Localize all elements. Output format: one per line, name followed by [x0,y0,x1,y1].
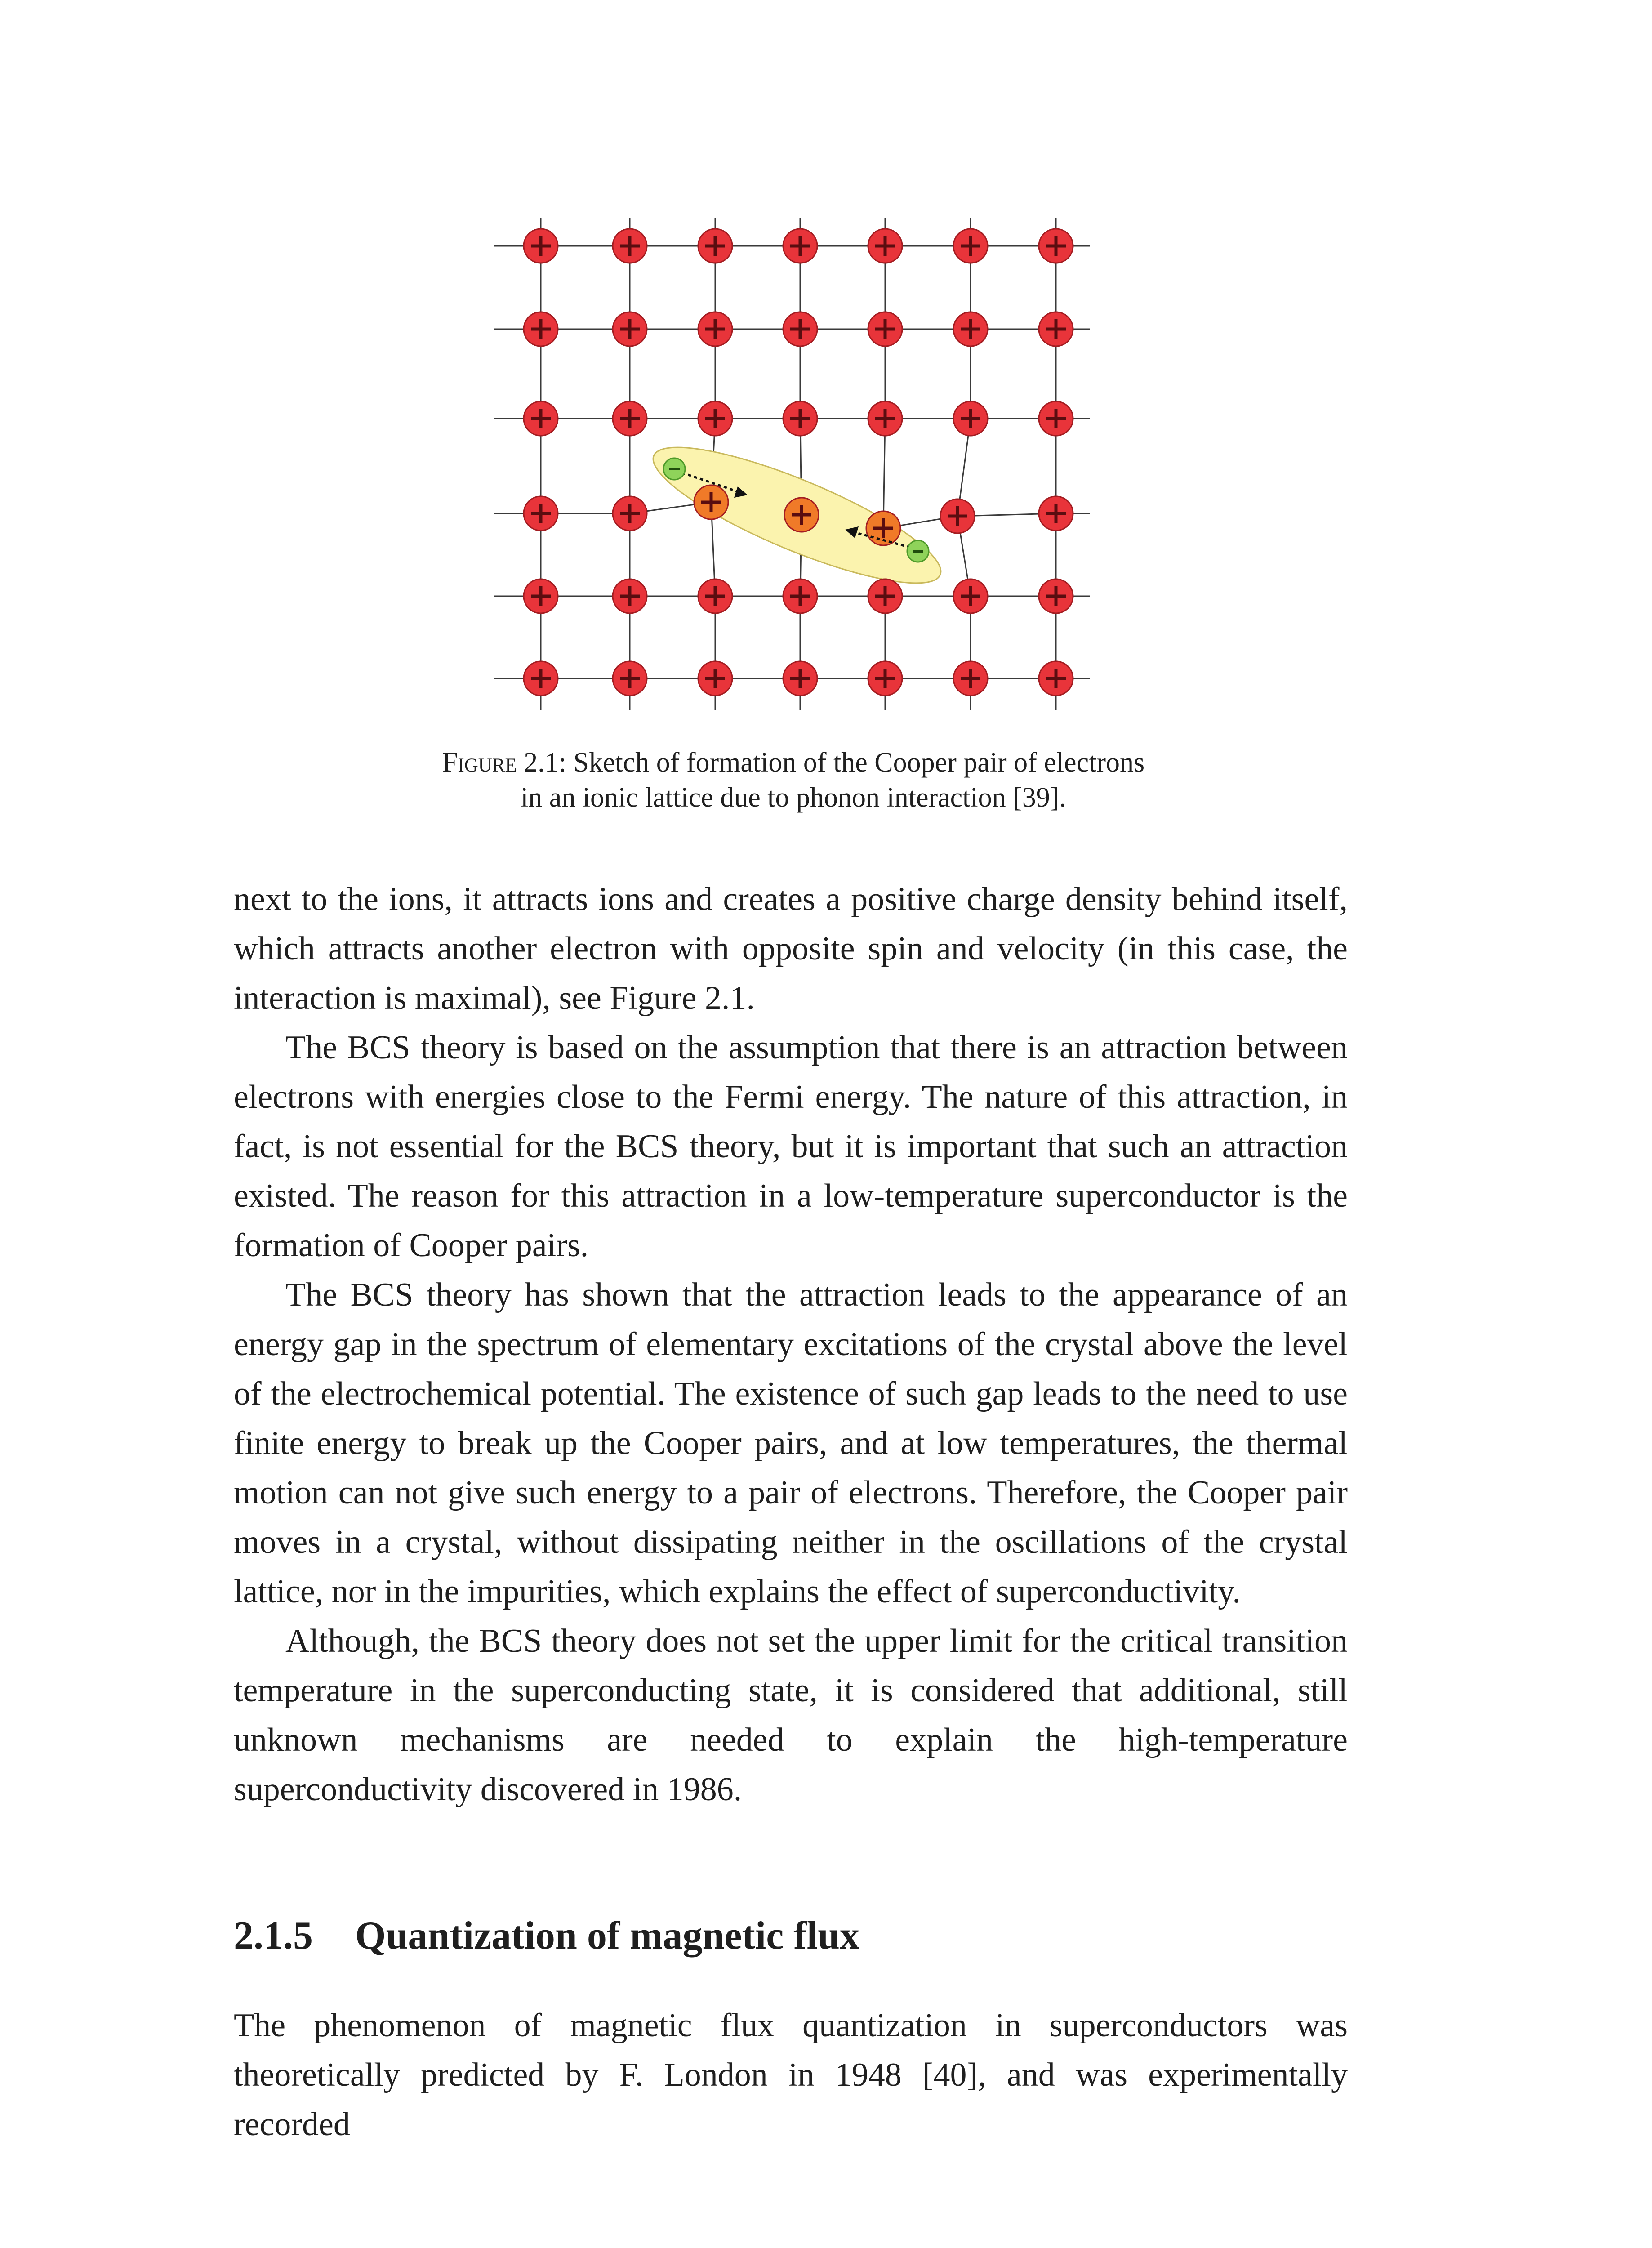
plus-ion-icon [524,312,558,346]
plus-ion-icon [868,401,902,436]
plus-ion-icon [524,579,558,613]
plus-ion-icon [783,661,817,696]
lattice-column-line [883,218,885,710]
plus-ion-icon [613,496,647,531]
plus-ion-icon [524,496,558,531]
paragraph-critical-temperature: Although, the BCS theory does not set the upper limit for the critical transition temperature in the superconducting state, it is considered that additional, still unknown mechanisms are needed to explain the high-temperature superconductivity discovered in 1986. [234,1623,1348,1808]
plus-ion-icon [953,312,988,346]
plus-ion-icon [698,661,732,696]
plus-ion-icon [613,229,647,263]
plus-ion-icon [783,579,817,613]
plus-ion-icon [953,661,988,696]
paragraph-continued: next to the ions, it attracts ions and creates a positive charge density behind itself, which attracts another electron with opposite spin and velocity (in this case, the interaction is maximal), see Figure 2.1. [234,881,1348,1017]
displaced-ion-icon [694,485,728,519]
plus-ion-icon [783,312,817,346]
minus-electron-icon [663,458,685,480]
section-title: Quantization of magnetic flux [355,1914,859,1958]
plus-ion-icon [940,499,975,533]
plus-ion-icon [868,229,902,263]
figure-number: 2.1: [524,747,566,778]
plus-ion-icon [953,401,988,436]
plus-ion-icon [868,312,902,346]
plus-ion-icon [698,401,732,436]
lattice-column-line [800,218,802,710]
plus-ion-icon [783,229,817,263]
section-heading [234,1913,859,1958]
caption-text-1: Sketch of formation of the Cooper pair of electrons [573,747,1145,778]
minus-electron-icon [907,540,929,562]
paragraph-flux-quantization: The phenomenon of magnetic flux quantization in superconductors was theoretically predicted by F. London in 1948 [40], and was experimentally recorded [234,2007,1348,2143]
plus-ion-icon [868,579,902,613]
plus-ion-icon [698,579,732,613]
section-number: 2.1.5 [234,1914,313,1958]
plus-ion-icon [953,579,988,613]
plus-ion-icon [1039,312,1073,346]
body-text [234,874,1348,1814]
plus-ion-icon [613,401,647,436]
plus-ion-icon [1039,496,1073,531]
plus-ion-icon [1039,579,1073,613]
section-body [234,2001,1348,2149]
plus-ion-icon [524,661,558,696]
plus-ion-icon [698,229,732,263]
plus-ion-icon [613,579,647,613]
plus-ion-icon [1039,661,1073,696]
plus-ion-icon [953,229,988,263]
plus-ion-icon [613,312,647,346]
caption-line-1 [369,745,1218,780]
lattice-column-line [957,218,971,710]
plus-ion-icon [613,661,647,696]
plus-ion-icon [524,401,558,436]
figure-caption [369,745,1218,815]
paragraph-bcs-assumption: The BCS theory is based on the assumption that there is an attraction between electrons with energies close to the Fermi energy. The nature of this attraction, in fact, is not essential for the BCS theory, but it is important that such an attraction existed. The reason for this attraction in a low-temperature superconductor is the formation of Cooper pairs. [234,1029,1348,1264]
plus-ion-icon [698,312,732,346]
plus-ion-icon [868,661,902,696]
plus-ion-icon [783,401,817,436]
cooper-pair-lattice-figure [485,211,1106,728]
caption-line-2: in an ionic lattice due to phonon interaction [39]. [521,782,1066,813]
displaced-ion-icon [784,498,819,532]
figure-label: Figure [442,747,517,778]
plus-ion-icon [1039,229,1073,263]
plus-ion-icon [524,229,558,263]
paragraph-energy-gap: The BCS theory has shown that the attraction leads to the appearance of an energy gap in the spectrum of elementary excitations of the crystal above the level of the electrochemical potential. The existence of such gap leads to the need to use finite energy to break up the Cooper pairs, and at low temperatures, the thermal motion can not give such energy to a pair of electrons. Therefore, the Cooper pair moves in a crystal, without dissipating neither in the oscillations of the crystal lattice, nor in the impurities, which explains the effect of superconductivity. [234,1276,1348,1610]
plus-ion-icon [1039,401,1073,436]
